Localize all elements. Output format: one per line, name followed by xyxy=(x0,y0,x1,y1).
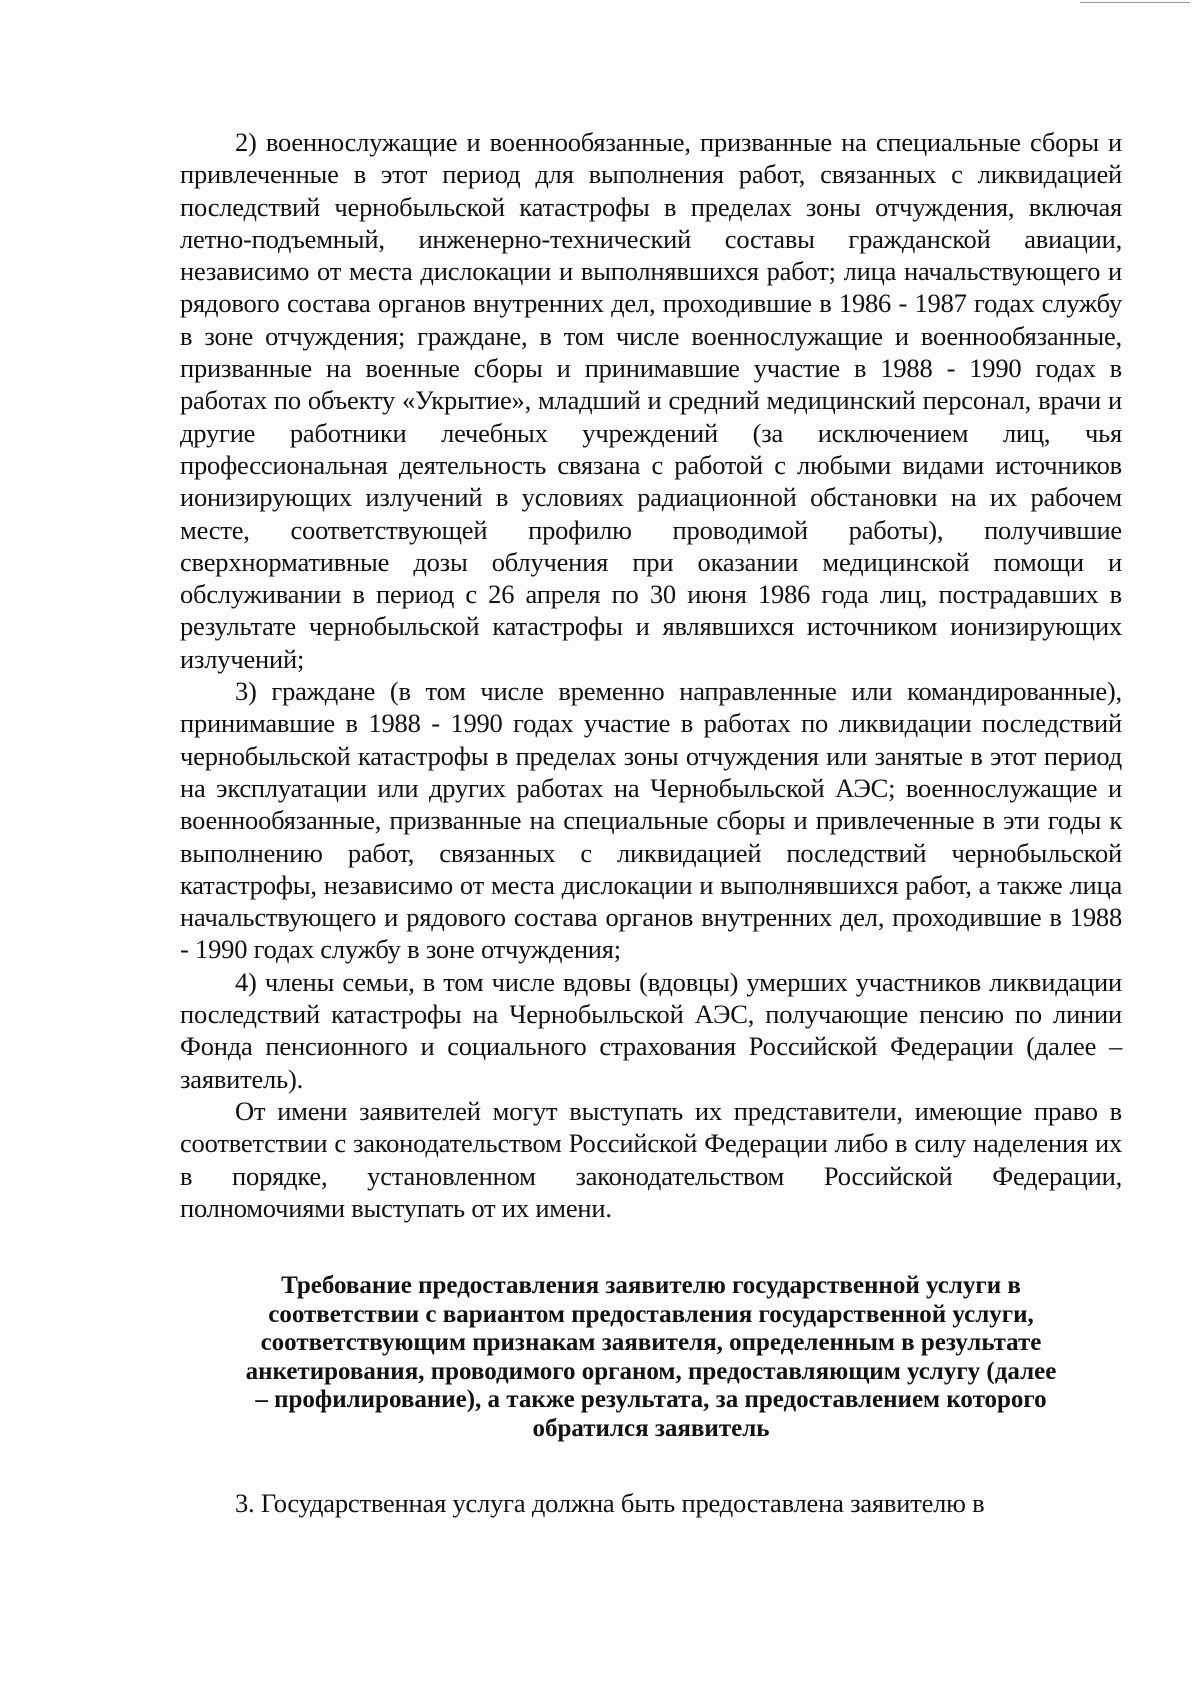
document-body xyxy=(180,126,1122,1519)
paragraph-representatives: От имени заявителей могут выступать их представители, имеющие право в соответствии с законодательством Российской Федерации либо в силу наделения их в порядке, установленном законодательством Российской Федерации, полномочиями выступать от их имени. xyxy=(180,1095,1122,1223)
top-edge-rule xyxy=(1080,2,1190,3)
paragraph-item-4: 4) члены семьи, в том числе вдовы (вдовцы) умерших участников ликвидации последствий катастрофы на Чернобыльской АЭС, получающие пенсию по линии Фонда пенсионного и социального страхования Российской Федерации (далее – заявитель). xyxy=(180,966,1122,1094)
paragraph-clause-3: 3. Государственная услуга должна быть предоставлена заявителю в xyxy=(235,1488,985,1519)
paragraph-item-3: 3) граждане (в том числе временно направленные или командированные), принимавшие в 1988 - 1990 годах участие в работах по ликвидации последствий чернобыльской катастрофы в пределах зоны отчуждения или занятые в этот период на эксплуатации или других работах на Чернобыльской АЭС; военнослужащие и военнообязанные, призванные на специальные сборы и привлеченные в эти годы к выполнению работ, связанных с ликвидацией последствий чернобыльской катастрофы, независимо от места дислокации и выполнявшихся работ, а также лица начальствующего и рядового состава органов внутренних дел, проходившие в 1988 - 1990 годах службу в зоне отчуждения; xyxy=(180,676,1122,965)
paragraph-item-2: 2) военнослужащие и военнообязанные, призванные на специальные сборы и привлеченные в этот период для выполнения работ, связанных с ликвидацией последствий чернобыльской катастрофы в пределах зоны отчуждения, включая летно-подъемный, инженерно-технический составы гражданской авиации, независимо от места дислокации и выполнявшихся работ; лица начальствующего и рядового состава органов внутренних дел, проходившие в 1986 - 1987 годах службу в зоне отчуждения; граждане, в том числе военнослужащие и военнообязанные, призванные на военные сборы и принимавшие участие в 1988 - 1990 годах в работах по объекту «Укрытие», младший и средний медицинский персонал, врачи и другие работники лечебных учреждений (за исключением лиц, чья профессиональная деятельность связана с работой с любыми видами источников ионизирующих излучений в условиях радиационной обстановки на их рабочем месте, соответствующей профилю проводимой работы), получившие сверхнормативные дозы облучения при оказании медицинской помощи и обслуживании в период с 26 апреля по 30 июня 1986 года лиц, пострадавших в результате чернобыльской катастрофы и являвшихся источником ионизирующих излучений; xyxy=(180,127,1122,674)
section-heading: Требование предоставления заявителю государственной услуги в соответствии с вариантом предоставления государственной услуги, соответствующим признакам заявителя, определенным в результате анкетирования, проводимого органом, предоставляющим услугу (далее – профилирование), а также результата, за предоставлением которого обратился заявитель xyxy=(245,1272,1057,1442)
